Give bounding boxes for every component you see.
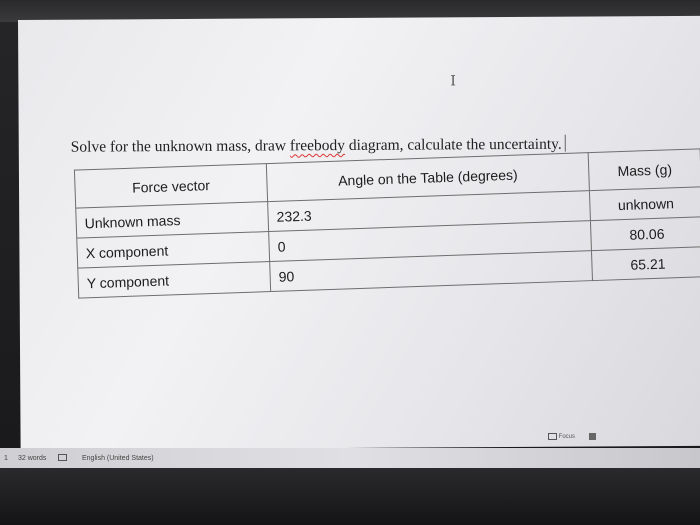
heading-text-start: Solve for the unknown mass, draw (70, 137, 290, 156)
focus-label[interactable]: Focus (558, 434, 576, 441)
table-cell[interactable]: Unknown mass (76, 202, 269, 239)
proofing-icon[interactable] (58, 454, 67, 461)
focus-icon[interactable] (548, 433, 557, 440)
header-mass[interactable]: Mass (g) (588, 149, 700, 191)
table-cell[interactable]: X component (77, 232, 270, 269)
table-cell[interactable]: 80.06 (590, 217, 700, 251)
header-angle[interactable]: Angle on the Table (degrees) (266, 153, 589, 202)
bottom-bezel (0, 468, 700, 525)
table-cell[interactable]: 232.3 (268, 191, 591, 232)
text-caret (565, 135, 566, 152)
document-heading[interactable] (71, 135, 566, 157)
heading-text-end: diagram, calculate the uncertainty. (344, 135, 562, 155)
table-cell[interactable]: Y component (78, 262, 271, 299)
table-cell[interactable]: 90 (270, 251, 593, 292)
status-bar (0, 448, 700, 468)
table-cell[interactable]: 65.21 (591, 247, 700, 281)
misspelled-word[interactable]: freebody (289, 137, 346, 155)
document-page[interactable] (18, 16, 700, 450)
force-table[interactable] (74, 148, 700, 298)
view-controls (548, 433, 596, 445)
table-cell[interactable]: 0 (269, 221, 592, 262)
header-force-vector[interactable]: Force vector (74, 164, 267, 209)
text-cursor-icon: I (450, 73, 456, 90)
page-indicator[interactable]: 1 (4, 455, 8, 462)
table-cell[interactable]: unknown (589, 187, 700, 221)
view-icon[interactable] (589, 433, 596, 440)
word-count[interactable]: 32 words (18, 455, 47, 462)
language-indicator[interactable]: English (United States) (82, 455, 154, 462)
